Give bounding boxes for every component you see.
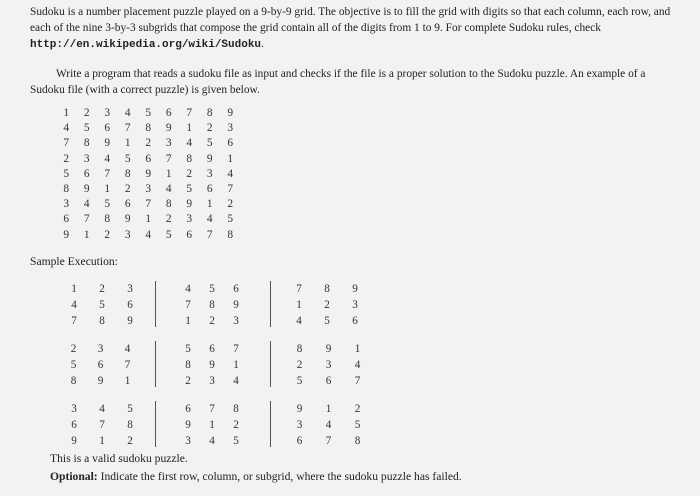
subgrid-cell: 6 xyxy=(296,435,303,447)
subgrid-cell: 7 xyxy=(325,435,332,447)
grid-cell: 2 xyxy=(104,228,111,241)
subgrid-cell: 3 xyxy=(71,403,77,415)
grid-cell: 1 xyxy=(186,122,193,135)
subgrid-cell: 2 xyxy=(209,315,215,327)
subgrid-cell: 2 xyxy=(185,375,191,387)
subgrid-cell: 8 xyxy=(233,403,239,415)
subgrid-cell: 6 xyxy=(233,283,239,295)
subgrid-cell: 8 xyxy=(296,343,303,355)
subgrid-cell: 8 xyxy=(70,375,77,387)
grid-cell: 3 xyxy=(124,228,131,241)
subgrid-cell: 7 xyxy=(99,419,105,431)
subgrid-cell: 3 xyxy=(209,375,215,387)
subgrid-cell: 5 xyxy=(185,343,191,355)
subgrid-cell: 4 xyxy=(185,283,191,295)
subgrid-cell: 4 xyxy=(71,299,77,311)
subgrid-cell: 9 xyxy=(352,283,358,295)
subgrid-cell: 5 xyxy=(233,435,239,447)
grid-cell: 8 xyxy=(186,152,193,165)
subgrid-cell: 6 xyxy=(352,315,358,327)
subgrid-cell: 3 xyxy=(97,343,104,355)
subgrid-cell: 6 xyxy=(71,419,77,431)
grid-cell: 3 xyxy=(165,137,172,150)
subgrid-cell: 9 xyxy=(185,419,191,431)
subgrid-block xyxy=(60,403,144,451)
subgrid-cell: 5 xyxy=(354,419,361,431)
subgrid-cell: 7 xyxy=(296,283,302,295)
grid-cell: 2 xyxy=(186,167,193,180)
grid-cell: 5 xyxy=(165,228,172,241)
grid-cell: 7 xyxy=(63,137,70,150)
grid-cell: 9 xyxy=(104,137,111,150)
subgrid-cell: 4 xyxy=(325,419,332,431)
grid-cell: 5 xyxy=(83,122,90,135)
subgrid-cell: 7 xyxy=(71,315,77,327)
subgrid-cell: 8 xyxy=(209,299,215,311)
subgrid-cell: 9 xyxy=(97,375,104,387)
grid-cell: 2 xyxy=(124,182,131,195)
subgrid-cell: 3 xyxy=(296,419,303,431)
grid-cell: 7 xyxy=(145,198,152,211)
grid-cell: 2 xyxy=(227,198,234,211)
column-separator xyxy=(270,281,271,327)
optional-text: Indicate the first row, column, or subgrid, where the sudoku puzzle has failed. xyxy=(100,470,462,483)
subgrid-cell: 2 xyxy=(70,343,77,355)
subgrid-cell: 1 xyxy=(71,283,77,295)
subgrid-block xyxy=(60,283,144,331)
subgrid-cell: 2 xyxy=(233,419,239,431)
column-separator xyxy=(270,401,271,447)
subgrid-cell: 6 xyxy=(97,359,104,371)
grid-cell: 1 xyxy=(63,107,70,119)
subgrid-cell: 3 xyxy=(352,299,358,311)
subgrid-block xyxy=(176,403,248,451)
subgrid-cell: 1 xyxy=(354,343,361,355)
subgrid-cell: 4 xyxy=(124,343,131,355)
grid-cell: 6 xyxy=(165,107,172,119)
grid-cell: 8 xyxy=(83,137,90,150)
grid-cell: 2 xyxy=(83,107,90,119)
grid-cell: 1 xyxy=(145,213,152,226)
subgrid-cell: 4 xyxy=(233,375,239,387)
column-separator xyxy=(155,341,156,387)
subgrid-cell: 5 xyxy=(70,359,77,371)
grid-cell: 6 xyxy=(206,182,213,195)
grid-cell: 2 xyxy=(63,152,70,165)
subgrid-block xyxy=(285,283,369,331)
subgrid-cell: 7 xyxy=(185,299,191,311)
grid-cell: 6 xyxy=(104,122,111,135)
grid-cell: 3 xyxy=(145,182,152,195)
sample-execution-label: Sample Execution: xyxy=(30,255,118,268)
grid-cell: 8 xyxy=(165,198,172,211)
grid-cell: 9 xyxy=(83,182,90,195)
grid-cell: 2 xyxy=(145,137,152,150)
subgrid-cell: 5 xyxy=(324,315,330,327)
grid-cell: 5 xyxy=(227,213,234,226)
subgrid-cell: 4 xyxy=(209,435,215,447)
subgrid-cell: 4 xyxy=(296,315,302,327)
grid-cell: 3 xyxy=(186,213,193,226)
subgrid-cell: 5 xyxy=(99,299,105,311)
grid-cell: 5 xyxy=(145,107,152,119)
subgrid-cell: 6 xyxy=(127,299,133,311)
subgrid-cell: 3 xyxy=(127,283,133,295)
subgrid-cell: 1 xyxy=(233,359,239,371)
grid-cell: 8 xyxy=(145,122,152,135)
grid-cell: 3 xyxy=(227,122,234,135)
subgrid-cell: 8 xyxy=(354,435,361,447)
subgrid-block xyxy=(176,283,248,331)
subgrid-cell: 6 xyxy=(325,375,332,387)
grid-cell: 3 xyxy=(206,167,213,180)
subgrid-block xyxy=(285,343,372,391)
grid-cell: 3 xyxy=(63,198,70,211)
subgrid-cell: 8 xyxy=(127,419,133,431)
subgrid-cell: 3 xyxy=(325,359,332,371)
optional-note xyxy=(50,470,462,483)
subgrid-cell: 3 xyxy=(185,435,191,447)
grid-cell: 7 xyxy=(186,107,193,119)
grid-cell: 5 xyxy=(186,182,193,195)
grid-cell: 7 xyxy=(165,152,172,165)
grid-cell: 6 xyxy=(186,228,193,241)
subgrid-cell: 2 xyxy=(324,299,330,311)
grid-cell: 4 xyxy=(206,213,213,226)
grid-cell: 1 xyxy=(165,167,172,180)
subgrid-cell: 1 xyxy=(185,315,191,327)
grid-cell: 5 xyxy=(124,152,131,165)
intro-paragraph xyxy=(30,4,680,53)
grid-cell: 7 xyxy=(104,167,111,180)
subgrid-cell: 5 xyxy=(296,375,303,387)
grid-cell: 2 xyxy=(206,122,213,135)
grid-cell: 1 xyxy=(206,198,213,211)
intro-end: . xyxy=(261,38,264,50)
subgrid-block xyxy=(285,403,372,451)
subgrid-cell: 9 xyxy=(296,403,303,415)
subgrid-cell: 2 xyxy=(296,359,303,371)
grid-cell: 8 xyxy=(227,228,234,241)
grid-cell: 4 xyxy=(186,137,193,150)
column-separator xyxy=(270,341,271,387)
grid-cell: 9 xyxy=(227,107,234,119)
grid-cell: 7 xyxy=(227,182,234,195)
grid-cell: 8 xyxy=(206,107,213,119)
grid-cell: 5 xyxy=(104,198,111,211)
grid-cell: 1 xyxy=(124,137,131,150)
subgrid-block xyxy=(176,343,248,391)
grid-cell: 1 xyxy=(227,152,234,165)
subgrid-cell: 3 xyxy=(233,315,239,327)
grid-cell: 6 xyxy=(124,198,131,211)
subgrid-cell: 9 xyxy=(209,359,215,371)
grid-cell: 3 xyxy=(83,152,90,165)
valid-message: This is a valid sudoku puzzle. xyxy=(50,452,188,465)
subgrid-cell: 4 xyxy=(354,359,361,371)
subgrid-cell: 2 xyxy=(99,283,105,295)
subgrid-cell: 9 xyxy=(325,343,332,355)
grid-cell: 4 xyxy=(145,228,152,241)
subgrid-cell: 7 xyxy=(209,403,215,415)
grid-cell: 6 xyxy=(227,137,234,150)
subgrid-cell: 4 xyxy=(99,403,105,415)
grid-cell: 9 xyxy=(165,122,172,135)
grid-cell: 8 xyxy=(124,167,131,180)
subgrid-cell: 9 xyxy=(233,299,239,311)
grid-cell: 5 xyxy=(63,167,70,180)
optional-label: Optional: xyxy=(50,470,98,483)
grid-cell: 4 xyxy=(104,152,111,165)
grid-cell: 9 xyxy=(206,152,213,165)
subgrid-cell: 6 xyxy=(209,343,215,355)
grid-cell: 4 xyxy=(124,107,131,119)
subgrid-cell: 5 xyxy=(127,403,133,415)
grid-cell: 1 xyxy=(83,228,90,241)
grid-cell: 4 xyxy=(83,198,90,211)
subgrid-cell: 9 xyxy=(71,435,77,447)
task-paragraph: Write a program that reads a sudoku file as input and checks if the file is a proper solution to the Sudoku puzzle. An example of a Sudoku file (with a correct puzzle) is given below. xyxy=(30,68,646,96)
subgrid-cell: 7 xyxy=(124,359,131,371)
grid-cell: 4 xyxy=(63,122,70,135)
subgrid-cell: 8 xyxy=(185,359,191,371)
subgrid-cell: 5 xyxy=(209,283,215,295)
grid-cell: 9 xyxy=(145,167,152,180)
grid-cell: 6 xyxy=(63,213,70,226)
subgrid-cell: 1 xyxy=(99,435,105,447)
grid-cell: 5 xyxy=(206,137,213,150)
subgrid-cell: 9 xyxy=(127,315,133,327)
column-separator xyxy=(155,281,156,327)
grid-cell: 6 xyxy=(83,167,90,180)
subgrid-cell: 2 xyxy=(354,403,361,415)
intro-text: Sudoku is a number placement puzzle played on a 9-by-9 grid. The objective is to fill the grid with digits so that each column, each row, and each of the nine 3-by-3 subgrids that compose the grid contain all of the digits from 1 to 9. For complete Sudoku rules, check xyxy=(30,6,671,34)
grid-cell: 1 xyxy=(104,182,111,195)
example-sudoku-grid xyxy=(56,107,241,244)
grid-cell: 9 xyxy=(63,228,70,241)
column-separator xyxy=(155,401,156,447)
subgrid-cell: 1 xyxy=(124,375,131,387)
subgrid-cell: 2 xyxy=(127,435,133,447)
grid-cell: 4 xyxy=(165,182,172,195)
grid-cell: 7 xyxy=(83,213,90,226)
subgrid-cell: 8 xyxy=(324,283,330,295)
grid-cell: 2 xyxy=(165,213,172,226)
grid-cell: 7 xyxy=(206,228,213,241)
subgrid-cell: 1 xyxy=(209,419,215,431)
grid-cell: 4 xyxy=(227,167,234,180)
grid-cell: 8 xyxy=(63,182,70,195)
grid-cell: 9 xyxy=(186,198,193,211)
grid-cell: 7 xyxy=(124,122,131,135)
grid-cell: 6 xyxy=(145,152,152,165)
subgrid-block xyxy=(60,343,141,391)
subgrid-cell: 1 xyxy=(296,299,302,311)
subgrid-cell: 1 xyxy=(325,403,332,415)
grid-cell: 8 xyxy=(104,213,111,226)
grid-cell: 3 xyxy=(104,107,111,119)
subgrid-cell: 7 xyxy=(354,375,361,387)
subgrid-cell: 7 xyxy=(233,343,239,355)
grid-cell: 9 xyxy=(124,213,131,226)
subgrid-cell: 6 xyxy=(185,403,191,415)
wikipedia-url: http://en.wikipedia.org/wiki/Sudoku xyxy=(30,39,262,51)
subgrid-cell: 8 xyxy=(99,315,105,327)
